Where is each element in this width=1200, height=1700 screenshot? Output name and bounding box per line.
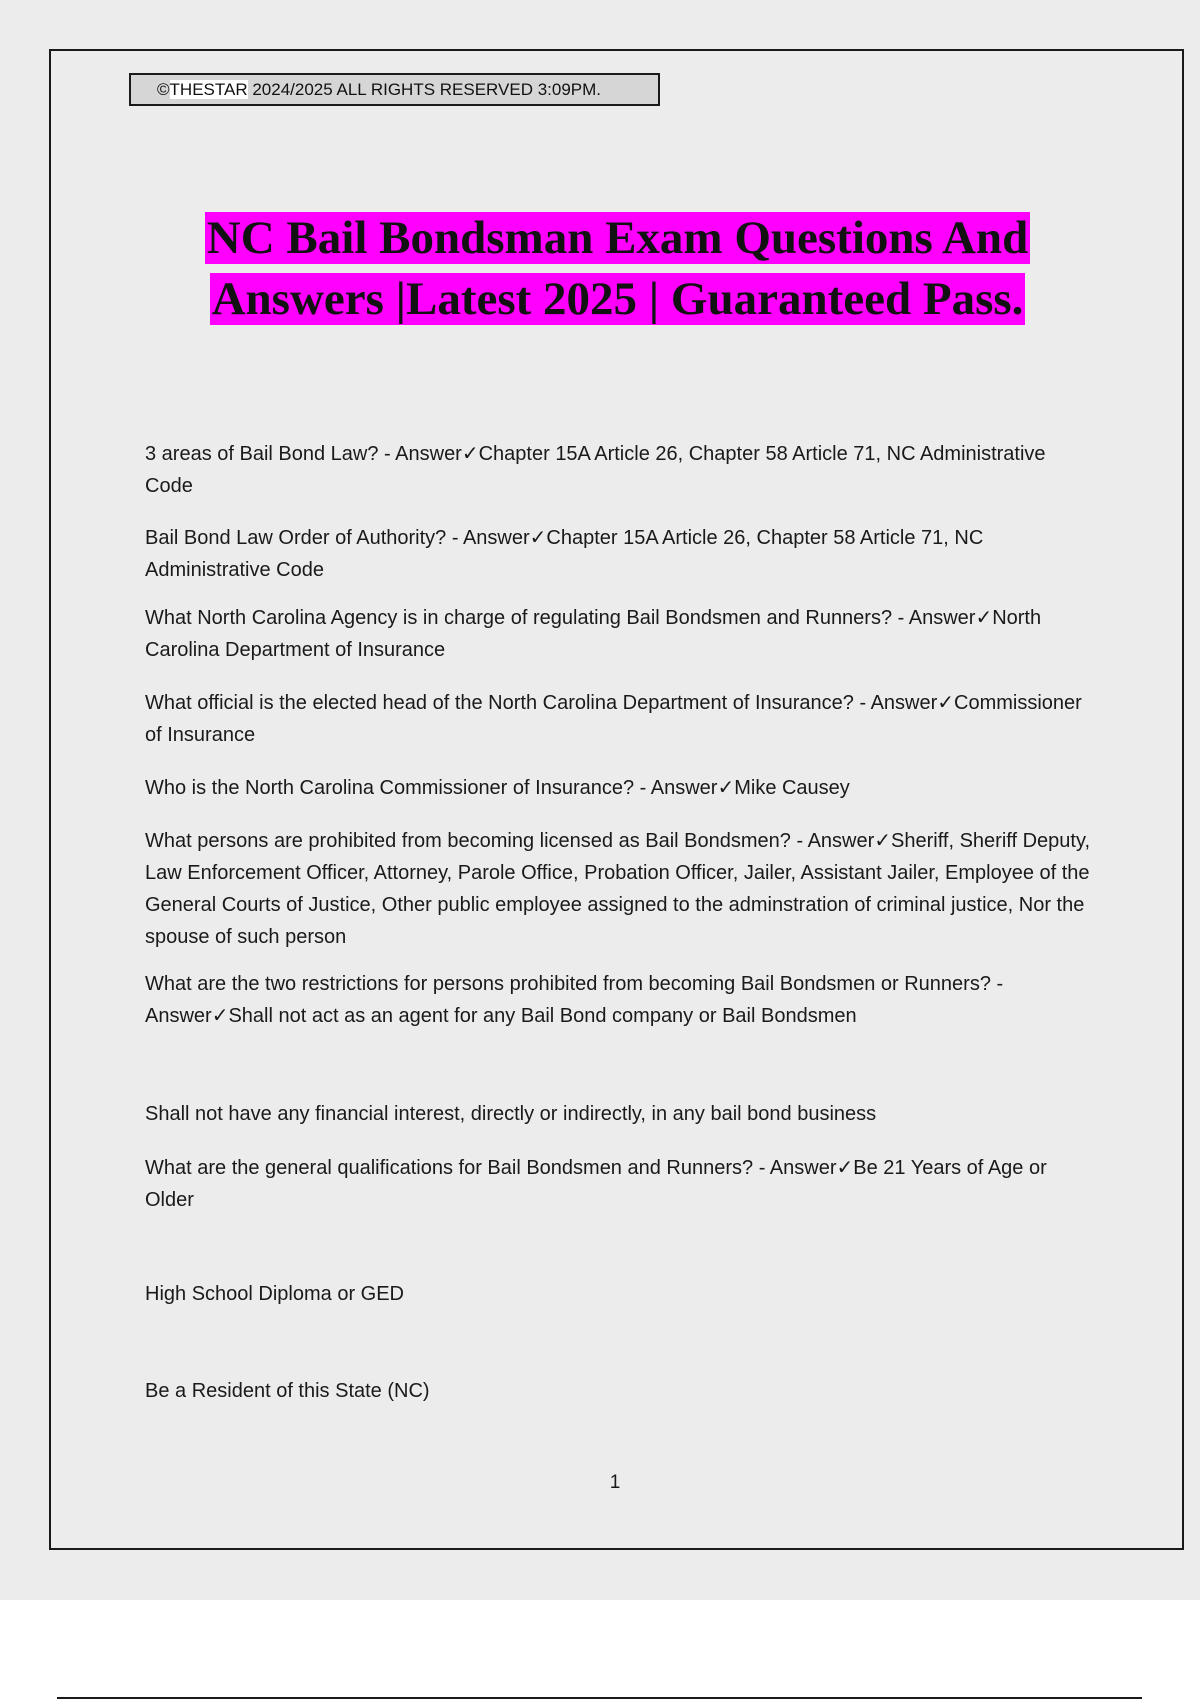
qa-item-1: 3 areas of Bail Bond Law? - Answer✓Chapter 15A Article 26, Chapter 58 Article 71, NC Administrative Code	[145, 443, 1046, 497]
copyright-symbol: ©	[157, 80, 170, 99]
bottom-divider	[57, 1697, 1142, 1699]
qa-item-4: What official is the elected head of the North Carolina Department of Insurance? - Answer✓Commissioner of Insurance	[145, 692, 1082, 746]
qa-item-6: What persons are prohibited from becoming licensed as Bail Bondsmen? - Answer✓Sheriff, Sheriff Deputy, Law Enforcement Officer, Attorney, Parole Office, Probation Officer, Jailer, Assistant Jailer, Employee of the General Courts of Justice, Other public employee assigned to the adminstration of criminal justice, Nor the spouse of such person	[145, 830, 1091, 948]
document-title	[100, 208, 1135, 330]
qa-item-5: Who is the North Carolina Commissioner of Insurance? - Answer✓Mike Causey	[145, 777, 850, 799]
qa-item-2: Bail Bond Law Order of Authority? - Answer✓Chapter 15A Article 26, Chapter 58 Article 71, NC Administrative Code	[145, 527, 984, 581]
qa-item-7: What are the two restrictions for persons prohibited from becoming Bail Bondsmen or Runners? - Answer✓Shall not act as an agent for any Bail Bond company or Bail Bondsmen	[145, 973, 1004, 1027]
copyright-header	[129, 73, 660, 106]
qa-item-8: Shall not have any financial interest, directly or indirectly, in any bail bond business	[145, 1103, 877, 1125]
qa-item-3: What North Carolina Agency is in charge of regulating Bail Bondsmen and Runners? - Answer✓North Carolina Department of Insurance	[145, 607, 1042, 661]
page-number: 1	[609, 1472, 621, 1493]
qa-item-11: Be a Resident of this State (NC)	[145, 1380, 430, 1402]
title-line-2: Answers |Latest 2025 | Guaranteed Pass.	[211, 273, 1024, 325]
title-line-1: NC Bail Bondsman Exam Questions And	[206, 212, 1029, 264]
copyright-text: 2024/2025 ALL RIGHTS RESERVED 3:09PM.	[247, 80, 602, 99]
copyright-brand: THESTAR	[169, 80, 248, 99]
qa-item-9: What are the general qualifications for Bail Bondsmen and Runners? - Answer✓Be 21 Years of Age or Older	[145, 1157, 1047, 1211]
qa-item-10: High School Diploma or GED	[145, 1283, 404, 1305]
